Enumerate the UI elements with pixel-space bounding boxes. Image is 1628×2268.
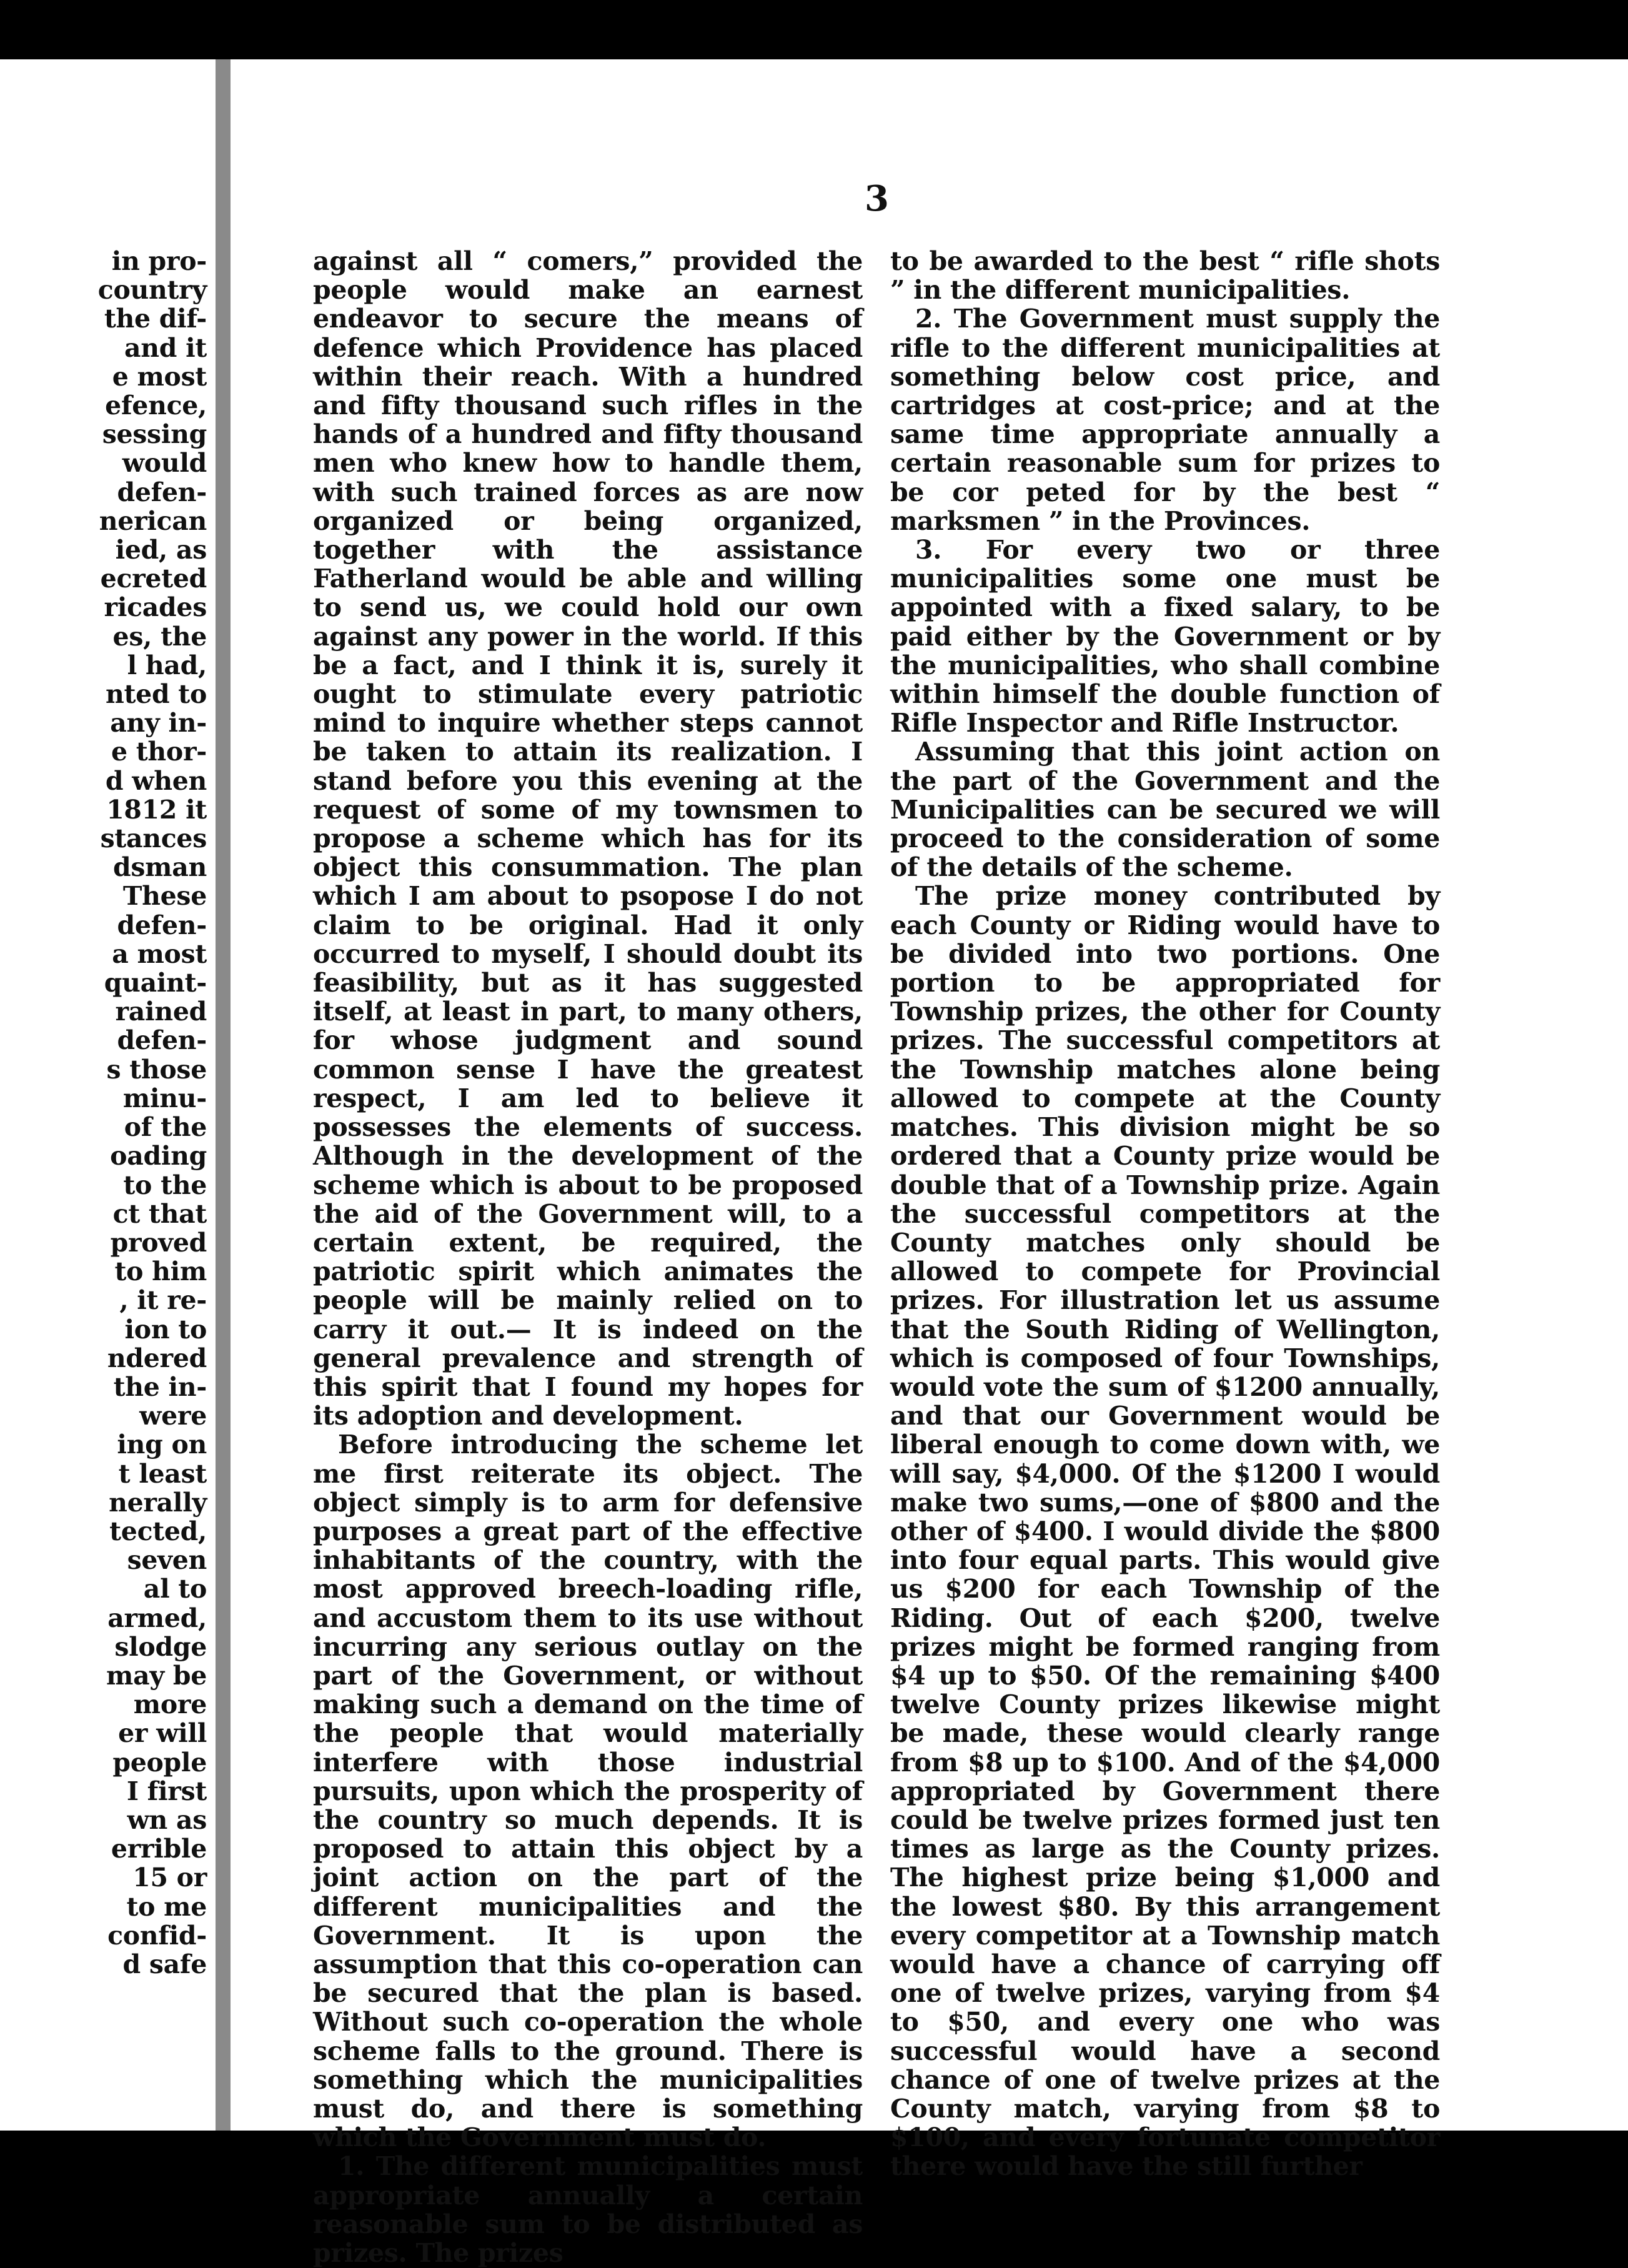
left-page-line: would: [122, 448, 207, 479]
left-page-line: These: [122, 881, 207, 912]
left-page-line: d safe: [122, 1949, 207, 1979]
left-page-line: ndered: [107, 1343, 207, 1373]
left-page-line: nerican: [99, 505, 207, 536]
left-page-line: in pro-: [111, 246, 207, 276]
left-page-line: more: [133, 1689, 207, 1720]
left-page-line: 1812 it: [106, 794, 207, 825]
left-page-line: nted to: [106, 679, 207, 710]
paragraph: to be awarded to the best “ rifle shots ” in the different municipalities.: [890, 246, 1440, 306]
left-page-line: e most: [112, 361, 207, 392]
left-page-line: to him: [114, 1256, 207, 1287]
left-page-line: oading: [110, 1141, 207, 1171]
left-page-text-fragments: [0, 247, 207, 1979]
left-page-line: defen-: [117, 1025, 207, 1056]
left-page-line: sessing: [102, 419, 207, 450]
paragraph: 2. The Government must supply the rifle to the different municipalities at something below cost price, and cartridges at cost-price; and at the same time appropriate annually a certain reasonable sum for prizes to be cor peted for by the best “ marksmen ” in the Provinces.: [890, 304, 1440, 536]
left-page-line: people: [112, 1747, 207, 1778]
left-page-line: ct that: [112, 1198, 207, 1229]
left-page-line: proved: [110, 1227, 207, 1258]
page-number: 3: [865, 178, 889, 219]
left-page-line: ecreted: [100, 564, 207, 594]
left-page-line: wn as: [127, 1804, 207, 1835]
page-gutter-shadow: [216, 59, 231, 2131]
left-page-line: s those: [106, 1054, 207, 1085]
left-page-line: defen-: [117, 910, 207, 940]
main-page: [231, 59, 1628, 2268]
left-page-line: efence,: [105, 390, 207, 421]
left-page-line: to the: [123, 1170, 207, 1200]
left-page-line: a most: [112, 938, 207, 969]
left-page-line: any in-: [110, 708, 207, 739]
left-page-edge: [0, 59, 216, 2131]
left-page-line: to me: [126, 1891, 207, 1922]
left-page-line: quaint-: [104, 968, 207, 998]
left-page-line: tected,: [109, 1516, 207, 1546]
left-page-line: ied, as: [115, 535, 207, 565]
left-page-line: es, the: [112, 621, 207, 652]
left-page-line: seven: [127, 1545, 207, 1576]
left-page-line: nerally: [109, 1487, 207, 1518]
left-page-line: defen-: [117, 477, 207, 507]
left-page-line: , it re-: [119, 1285, 207, 1316]
left-page-line: d when: [105, 765, 207, 796]
left-page-line: ing on: [117, 1430, 207, 1460]
left-page-line: ricades: [104, 592, 207, 623]
text-column-right: [890, 247, 1440, 2181]
left-page-line: minu-: [122, 1083, 207, 1113]
left-page-line: er will: [118, 1718, 207, 1749]
paragraph: Assuming that this joint action on the part of the Government and the Municipalities can be secured we will proceed to the consideration of some of the details of the scheme.: [890, 737, 1440, 883]
left-page-line: may be: [106, 1660, 207, 1691]
left-page-line: dsman: [112, 852, 207, 883]
paragraph: 1. The different municipalities must appropriate annually a certain reasonable sum to be distributed as prizes. The prizes: [313, 2151, 863, 2268]
left-page-line: confid-: [107, 1920, 207, 1951]
left-page-line: l had,: [127, 650, 207, 680]
left-page-line: 15 or: [132, 1863, 207, 1893]
left-page-line: the dif-: [104, 304, 207, 334]
left-page-line: country: [97, 275, 207, 306]
paragraph: 3. For every two or three municipalities some one must be appointed with a fixed salary, to be paid either by the Government or by the municipalities, who shall combine within himself the double function of Rifle Inspector and Rifle Instructor.: [890, 535, 1440, 739]
left-page-line: and it: [124, 332, 207, 363]
left-page-line: stances: [100, 823, 207, 854]
left-page-line: t least: [118, 1458, 207, 1489]
left-page-line: ion to: [124, 1314, 207, 1345]
left-page-line: I first: [126, 1776, 207, 1806]
left-page-line: slodge: [114, 1631, 207, 1662]
left-page-line: al to: [143, 1574, 207, 1604]
left-page-line: the in-: [113, 1371, 207, 1402]
left-page-line: e thor-: [111, 737, 207, 767]
paragraph: The prize money contributed by each County or Riding would have to be divided into two portions. One portion to be appropriated for Township prizes, the other for County prizes. The successful competitors at the Township matches alone being allowed to compete at the County matches. This division might be so ordered that a County prize would be double that of a Township prize. Again the successful competitors at the County matches only should be allowed to compete for Provincial prizes. For illustration let us assume that the South Riding of Wellington, which is composed of four Townships, would vote the sum of $1200 annually, and that our Government would be liberal enough to come down with, we will say, $4,000. Of the $1200 I would make two sums,—one of $800 and the other of $400. I would divide the $800 into four equal parts. This would give us $200 for each Township of the Riding. Out of each $200, twelve prizes might be formed ranging from $4 up to $50. Of the remaining $400 twelve County prizes likewise might be made, these would clearly range from $8 up to $100. And of the $4,000 appropriated by Government there could be twelve prizes formed just ten times as large as the County prizes. The highest prize being $1,000 and the lowest $80. By this arrangement every competitor at a Township match would have a chance of carrying off one of twelve prizes, varying from $4 to $50, and every one who was successful would have a second chance of one of twelve prizes at the County match, varying from $8 to $100, and every fortunate competitor there would have the still further: [890, 881, 1440, 2182]
left-page-line: were: [139, 1401, 207, 1431]
left-page-line: of the: [124, 1112, 207, 1143]
left-page-line: rained: [115, 997, 207, 1027]
paragraph: against all “ comers,” provided the people would make an earnest endeavor to secure the means of defence which Providence has placed within their reach. With a hundred and fifty thousand such rifles in the hands of a hundred and fifty thousand men who knew how to handle them, with such trained forces as are now organized or being organized, together with the assistance Fatherland would be able and willing to send us, we could hold our own against any power in the world. If this be a fact, and I think it is, surely it ought to stimulate every patriotic mind to inquire whether steps cannot be taken to attain its realization. I stand before you this evening at the request of some of my townsmen to propose a scheme which has for its object this consummation. The plan which I am about to psopose I do not claim to be original. Had it only occurred to myself, I should doubt its feasibility, but as it has suggested itself, at least in part, to many others, for whose judgment and sound common sense I have the greatest respect, I am led to believe it possesses the elements of success. Although in the development of the scheme which is about to be proposed the aid of the Government will, to a certain extent, be required, the patriotic spirit which animates the people will be mainly relied on to carry it out.— It is indeed on the general prevalence and strength of this spirit that I found my hopes for its adoption and development.: [313, 246, 863, 1431]
paragraph: Before introducing the scheme let me first reiterate its object. The object simply is to arm for defensive purposes a great part of the effective inhabitants of the country, with the most approved breech-loading rifle, and accustom them to its use without incurring any serious outlay on the part of the Government, or without making such a demand on the time of the people that would materially interfere with those industrial pursuits, upon which the prosperity of the country so much depends. It is proposed to attain this object by a joint action on the part of the different municipalities and the Government. It is upon the assumption that this co-operation can be secured that the plan is based. Without such co-operation the whole scheme falls to the ground. There is something which the municipalities must do, and there is something which the Government must do.: [313, 1430, 863, 2153]
left-page-line: armed,: [107, 1603, 207, 1633]
left-page-line: errible: [111, 1834, 207, 1864]
text-column-middle: [313, 247, 863, 2267]
